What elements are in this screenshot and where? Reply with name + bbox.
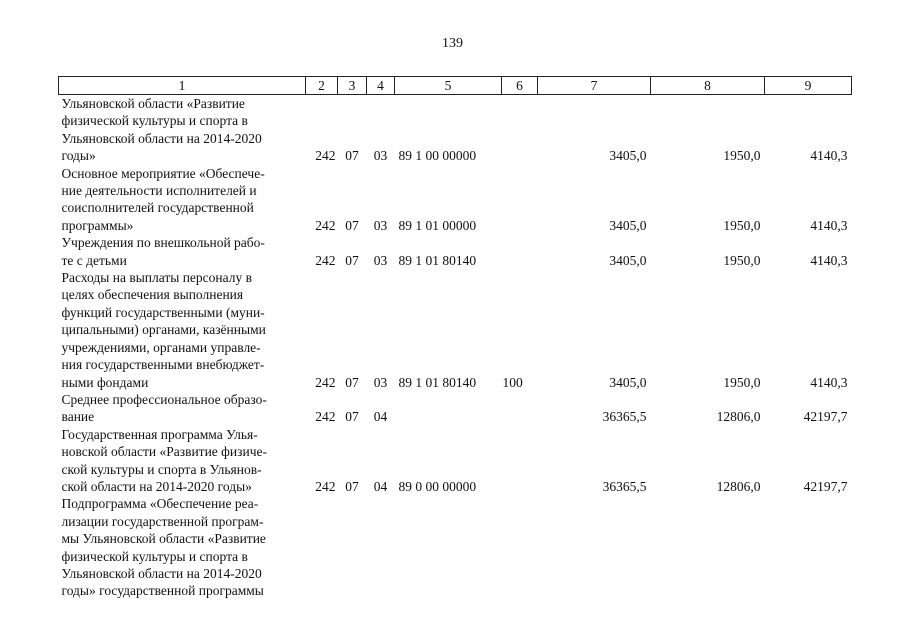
subsection-code-cell: 03 — [373, 217, 388, 233]
amount-cell: 36365,5 — [602, 409, 647, 425]
description-line: Среднее профессиональное образо- — [61, 391, 267, 407]
target-article-cell: 89 0 00 00000 — [398, 478, 477, 494]
description-line: Ульяновской области на 2014-2020 — [61, 565, 262, 581]
description-line: ской области на 2014-2020 годы» — [61, 478, 252, 494]
description-line: ской культуры и спорта в Ульянов- — [61, 461, 262, 477]
expense-type-cell — [502, 95, 538, 165]
expense-type-cell — [502, 234, 538, 269]
amount-cell: 4140,3 — [810, 374, 848, 390]
ministry-code-cell: 242 — [315, 217, 336, 233]
amount-cell — [651, 495, 765, 599]
budget-table — [58, 76, 852, 600]
description-cell — [59, 495, 306, 599]
amount-cell: 42197,7 — [803, 478, 848, 494]
description-line: Подпрограмма «Обеспечение реа- — [61, 496, 259, 512]
column-number: 3 — [338, 77, 367, 95]
target-article-cell: 89 1 01 80140 — [398, 374, 477, 390]
amount-cell: 4140,3 — [810, 217, 848, 233]
ministry-code-cell: 242 — [315, 252, 336, 268]
amount-cell: 36365,5 — [602, 478, 647, 494]
description-line: Расходы на выплаты персоналу в — [61, 270, 252, 286]
expense-type-cell — [502, 165, 538, 235]
ministry-code-cell: 242 — [315, 148, 336, 164]
target-article-cell — [395, 495, 502, 599]
column-number: 9 — [765, 77, 852, 95]
description-line: Ульяновской области на 2014-2020 — [61, 130, 262, 146]
amount-cell: 3405,0 — [609, 252, 647, 268]
description-line: ния государственными внебюджет- — [61, 357, 265, 373]
table-row — [59, 234, 852, 269]
amount-cell: 4140,3 — [810, 148, 848, 164]
amount-cell: 42197,7 — [803, 409, 848, 425]
target-article-cell: 89 1 01 00000 — [398, 217, 477, 233]
column-number-row — [59, 77, 852, 95]
column-number: 7 — [538, 77, 651, 95]
column-number: 2 — [306, 77, 338, 95]
table-row — [59, 495, 852, 599]
description-line: соисполнителей государственной — [61, 200, 254, 216]
subsection-code-cell: 04 — [373, 409, 388, 425]
description-cell — [59, 426, 306, 496]
description-line: функций государственными (муни- — [61, 304, 265, 320]
section-code-cell: 07 — [345, 217, 359, 233]
description-cell — [59, 95, 306, 165]
amount-cell: 4140,3 — [810, 252, 848, 268]
ministry-code-cell: 242 — [315, 409, 336, 425]
column-number: 8 — [651, 77, 765, 95]
section-code-cell: 07 — [345, 252, 359, 268]
amount-cell — [538, 495, 651, 599]
description-line: физической культуры и спорта в — [61, 548, 248, 564]
table-row — [59, 269, 852, 391]
description-line: годы» государственной программы — [61, 583, 264, 599]
description-line: те с детьми — [61, 252, 127, 268]
description-cell — [59, 391, 306, 426]
column-number: 4 — [367, 77, 395, 95]
description-line: лизации государственной програм- — [61, 513, 264, 529]
amount-cell: 12806,0 — [716, 409, 761, 425]
section-code-cell: 07 — [345, 148, 359, 164]
target-article-cell: 89 1 01 80140 — [398, 252, 477, 268]
amount-cell — [765, 495, 852, 599]
description-cell — [59, 165, 306, 235]
ministry-code-cell: 242 — [315, 478, 336, 494]
ministry-code-cell — [306, 495, 338, 599]
section-code-cell: 07 — [345, 409, 359, 425]
table-row — [59, 165, 852, 235]
subsection-code-cell: 03 — [373, 374, 388, 390]
amount-cell: 3405,0 — [609, 148, 647, 164]
section-code-cell: 07 — [345, 374, 359, 390]
section-code-cell — [338, 495, 367, 599]
amount-cell: 1950,0 — [723, 374, 761, 390]
description-line: вание — [61, 409, 95, 425]
description-line: ципальными) органами, казёнными — [61, 322, 266, 338]
subsection-code-cell — [367, 495, 395, 599]
description-line: ние деятельности исполнителей и — [61, 183, 257, 199]
description-line: Ульяновской области «Развитие — [61, 96, 245, 111]
description-cell — [59, 269, 306, 391]
description-line: учреждениями, органами управле- — [61, 339, 261, 355]
column-number: 5 — [395, 77, 502, 95]
description-line: целях обеспечения выполнения — [61, 287, 244, 303]
table-row — [59, 95, 852, 165]
column-number: 1 — [59, 77, 306, 95]
target-article-cell — [395, 391, 502, 426]
amount-cell: 3405,0 — [609, 217, 647, 233]
expense-type-cell — [502, 426, 538, 496]
description-cell — [59, 234, 306, 269]
description-line: мы Ульяновской области «Развитие — [61, 531, 266, 547]
description-line: годы» — [61, 148, 96, 164]
description-line: новской области «Развитие физиче- — [61, 444, 267, 460]
ministry-code-cell: 242 — [315, 374, 336, 390]
expense-type-cell: 100 — [502, 374, 523, 390]
target-article-cell: 89 1 00 00000 — [398, 148, 477, 164]
description-line: Государственная программа Улья- — [61, 426, 258, 442]
description-line: физической культуры и спорта в — [61, 113, 248, 129]
table-row — [59, 426, 852, 496]
amount-cell: 1950,0 — [723, 148, 761, 164]
description-line: Основное мероприятие «Обеспече- — [61, 165, 265, 181]
page-number: 139 — [442, 36, 463, 51]
table-row — [59, 391, 852, 426]
description-line: ными фондами — [61, 374, 149, 390]
amount-cell: 1950,0 — [723, 217, 761, 233]
expense-type-cell — [502, 495, 538, 599]
amount-cell: 1950,0 — [723, 252, 761, 268]
amount-cell: 12806,0 — [716, 478, 761, 494]
section-code-cell: 07 — [345, 478, 359, 494]
subsection-code-cell: 04 — [373, 478, 388, 494]
expense-type-cell — [502, 391, 538, 426]
column-number: 6 — [502, 77, 538, 95]
amount-cell: 3405,0 — [609, 374, 647, 390]
description-line: Учреждения по внешкольной рабо- — [61, 235, 265, 251]
description-line: программы» — [61, 217, 134, 233]
subsection-code-cell: 03 — [373, 148, 388, 164]
subsection-code-cell: 03 — [373, 252, 388, 268]
